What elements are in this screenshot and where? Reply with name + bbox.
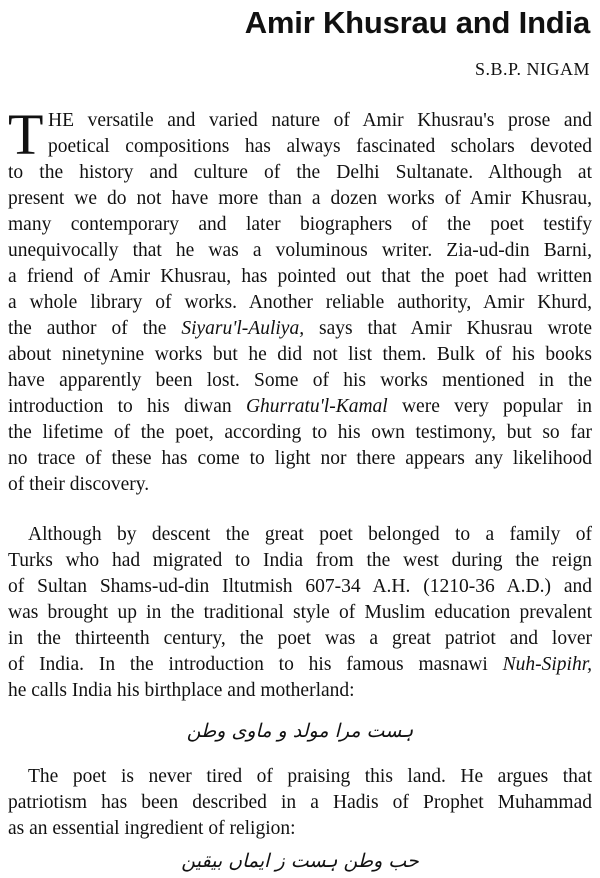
- paragraph-1-line-13: the lifetime of the poet, according to his own testimony, but so far: [8, 422, 592, 443]
- line-text: of India. In the introduction to his famous masnawi: [8, 654, 503, 675]
- paragraph-1-line-14: no trace of these has come to light nor there appears any likelihood: [8, 448, 592, 469]
- book-title-ghurratu: Ghurratu'l-Kamal: [245, 396, 388, 417]
- paragraph-1-line-11: have apparently been lost. Some of his works mentioned in the: [8, 370, 592, 391]
- paragraph-2-line-6: [8, 652, 592, 678]
- paragraph-1-line-1: [48, 108, 592, 134]
- persian-verse-2: حب وطن ہست ز ایماں بیقین: [181, 850, 419, 872]
- drop-cap: T: [8, 102, 44, 167]
- paragraph-1-line-3: to the history and culture of the Delhi Sultanate. Although at: [8, 162, 592, 183]
- paragraph-1-line-15: of their discovery.: [8, 474, 150, 495]
- line-text: versatile and varied nature of Amir Khusrau's prose and: [74, 110, 592, 131]
- paragraph-1-line-8: a whole library of works. Another reliable authority, Amir Khurd,: [8, 292, 592, 313]
- line-text: were very popular in: [387, 396, 592, 417]
- paragraph-2-line-3: of Sultan Shams-ud-din Iltutmish 607-34 A.H. (1210-36 A.D.) and: [8, 576, 592, 597]
- paragraph-1-line-10: about ninetynine works but he did not list them. Bulk of his books: [8, 344, 592, 365]
- small-caps-text: HE: [48, 110, 74, 131]
- paragraph-2-line-5: in the thirteenth century, the poet was a great patriot and lover: [8, 628, 592, 649]
- paragraph-2-line-2: Turks who had migrated to India from the west during the reign: [8, 550, 592, 571]
- book-title-siyaru: Siyaru'l-Auliya,: [181, 318, 305, 339]
- paragraph-2-line-4: was brought up in the traditional style of Muslim education prevalent: [8, 602, 592, 623]
- paragraph-2-line-7: he calls India his birthplace and motherland:: [8, 680, 355, 701]
- line-text: introduction to his diwan: [8, 396, 246, 417]
- persian-verse-1: ہست مرا مولد و ماوی وطن: [186, 720, 414, 742]
- paragraph-1-line-4: present we do not have more than a dozen works of Amir Khusrau,: [8, 188, 592, 209]
- paragraph-3-line-2: patriotism has been described in a Hadis of Prophet Muhammad: [8, 792, 592, 813]
- article-author: S.B.P. NIGAM: [474, 59, 590, 79]
- paragraph-1-line-12: [8, 394, 592, 420]
- article-title: Amir Khusrau and India: [244, 5, 590, 40]
- line-text: says that Amir Khusrau wrote: [304, 318, 592, 339]
- paragraph-1-line-6: unequivocally that he was a voluminous writer. Zia-ud-din Barni,: [8, 240, 592, 261]
- paragraph-3-line-1: The poet is never tired of praising this land. He argues that: [28, 766, 592, 787]
- paragraph-2-line-1: Although by descent the great poet belonged to a family of: [28, 524, 592, 545]
- book-title-nuh-sipihr: Nuh-Sipihr,: [502, 654, 592, 675]
- paragraph-1-line-7: a friend of Amir Khusrau, has pointed out that the poet had written: [8, 266, 592, 287]
- line-text: the author of the: [8, 318, 182, 339]
- paragraph-1-line-9: [8, 316, 592, 342]
- paragraph-1-line-5: many contemporary and later biographers of the poet testify: [8, 214, 592, 235]
- paragraph-3-line-3: as an essential ingredient of religion:: [8, 818, 296, 839]
- paragraph-1-line-2: poetical compositions has always fascinated scholars devoted: [48, 136, 592, 157]
